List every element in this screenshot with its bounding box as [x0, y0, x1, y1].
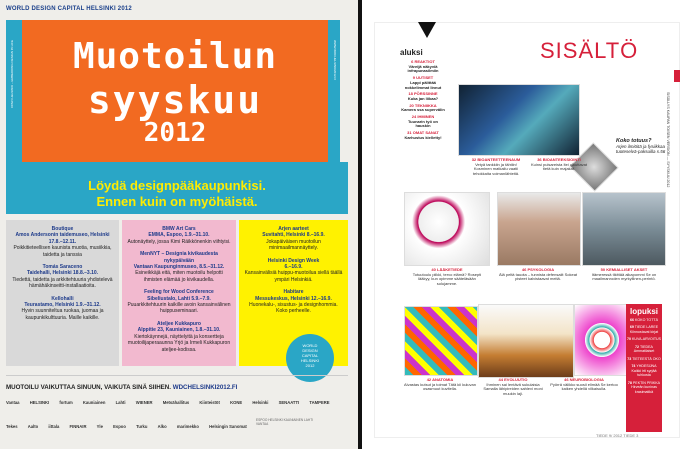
caption-label: ANATOMIA: [432, 377, 454, 382]
side-text-right: WWW.WDCHELSINKI2012.FI: [333, 40, 337, 81]
caption-text: Pyörrä välikko suosii elimää Se kertoo kaiken yhdellä vilkaisulla.: [550, 381, 618, 392]
event-title: Arjen aarteet: [278, 226, 309, 232]
sponsor-logo: Helsinki: [252, 400, 269, 405]
event-subtitle: Vantaan Kaupunginmuseo, 8.5.–31.12.: [133, 264, 225, 271]
slogan-line-1: Löydä designpääkaupunkisi.: [88, 178, 266, 193]
aluksi-num: 6: [411, 59, 414, 64]
event-text: Tiedettä, taidetta ja arkkitehtuuria yhdistelevä hämähäkinseitti-installaatioita.: [12, 276, 113, 290]
caption-label: KEMIALLISET AKSET: [606, 267, 648, 272]
lopuksi-label: KUVA-ARVOITUS: [631, 337, 662, 341]
lopuksi-item[interactable]: [626, 357, 662, 362]
footer-divider: [6, 375, 348, 376]
teal-side-band-left: [6, 20, 22, 162]
article-caption[interactable]: [466, 158, 526, 177]
event-entry: [10, 226, 115, 258]
event-entry: [10, 296, 115, 322]
article-image-antelope[interactable]: [478, 304, 574, 378]
event-entry: [126, 289, 232, 315]
aluksi-item[interactable]: [400, 131, 446, 140]
lopuksi-num: 66: [629, 317, 634, 322]
lopuksi-label: TIETEESTÄ OKO: [632, 356, 661, 361]
sponsor-logo: HELSINKI: [29, 400, 50, 405]
lopuksi-text: Ammatilaiset: [633, 349, 655, 353]
sponsor-logo: TAMPERE: [309, 400, 330, 405]
event-subtitle: Amos Andersonin taidemuseo, Helsinki 17.8.–12.11.: [15, 232, 110, 245]
event-title: Kellohalli: [51, 295, 74, 302]
caption-num: 46: [564, 377, 569, 382]
sponsor-logo: Alko: [157, 424, 167, 429]
slogan-line-2: Ennen kuin on myöhäistä.: [96, 194, 258, 209]
event-title: Feeling for Wood Conference: [144, 289, 214, 296]
event-subtitle: Alppitie 23, Kauniainen, 1.8.–31.10.: [137, 327, 221, 334]
lopuksi-num: 78: [627, 380, 632, 385]
aluksi-num: 20: [409, 102, 414, 108]
caption-text: Ihminen sai lentävä sukulaisia Samalla lähipireiden sahlevi moni muukin laji.: [483, 381, 543, 397]
event-title: BMW Art Cars: [162, 226, 196, 232]
aluksi-text: Lappi pälittää nokkelimmat linnut: [404, 79, 442, 90]
event-text: Esineikkäjä eitä, miten muotoilu helpotti ihmisten elämää jo kivikaudella.: [135, 270, 223, 283]
caption-num: 42: [426, 377, 432, 382]
lopuksi-item[interactable]: [626, 337, 662, 342]
aluksi-num: 24: [411, 114, 417, 120]
lopuksi-item[interactable]: [626, 318, 662, 323]
side-text-left: OPEN HELSINKI – EMBEDDING DESIGN IN LIFE: [10, 40, 14, 108]
caption-num: 40: [431, 267, 436, 272]
aluksi-list: [400, 60, 446, 143]
caption-num: 32: [471, 157, 477, 162]
event-title: Ateljee Kukkapuro: [157, 320, 201, 327]
article-caption[interactable]: [530, 158, 588, 172]
sponsor-logo: KONE: [230, 400, 243, 405]
article-caption[interactable]: [410, 268, 484, 287]
sponsor-logo: Vantaa: [6, 400, 20, 405]
title-line-1: Muotoilun: [72, 36, 278, 77]
sponsor-logo: Helsingin Sanomat: [209, 424, 247, 429]
aluksi-item[interactable]: [400, 76, 446, 90]
caption-text: Kuinsi pulsareista Itei ulkuttavat tietä kuin majakat.: [530, 161, 588, 172]
article-image-sea[interactable]: [582, 192, 666, 266]
contents-title: SISÄLTÖ: [540, 38, 639, 63]
lopuksi-box: [626, 304, 662, 432]
event-subtitle: Teurastamo, Helsinki 1.9.–31.12.: [24, 302, 101, 309]
aluksi-text: Tuunarin työ on hauskin: [408, 118, 438, 129]
footer-tagline: [6, 384, 237, 391]
event-title: Helsinki Design Week: [267, 257, 320, 264]
lopuksi-label: YHDESIJNA: [636, 364, 657, 368]
caption-text: Vetyä tankkiin ja tähtiin! Kosminen matkailu vaatii tehokkaita voimanlähteitä.: [472, 161, 520, 177]
aluksi-label: REAKTIOT: [414, 59, 435, 64]
event-title: MenNYT – Designia kivikaudesta nykypäivään: [140, 251, 218, 264]
article-image-neurons[interactable]: [404, 192, 490, 266]
caption-label: LÄÄKETIEDE: [437, 267, 463, 272]
credit-text: ESPOO HELSINKI KAUNIAINEN LAHTI VANTAA: [256, 418, 314, 426]
aluksi-text: Väreijä näkyviä infrapunasilmiin: [407, 63, 439, 74]
caption-num: 44: [498, 377, 503, 382]
sponsor-logo: Aalto: [27, 424, 39, 429]
red-tab-marker: [674, 70, 680, 82]
event-entry: [126, 321, 232, 353]
caption-text: Alvastas kutsut ja toimat Tätä kii kuluvan osasmuut kuvitella.: [404, 381, 476, 392]
event-subtitle: Suvitahti, Helsinki 8.–16.9.: [262, 232, 325, 239]
article-caption[interactable]: [498, 268, 578, 282]
caption-text: Itämeressä tikittää aikapommi Se on maailmanroden myrkyllinen-perintö.: [591, 271, 657, 282]
vertical-issue-text: SISÄLLYS KAUPAN TOISEN VERSION — SYYSKUU 2012: [666, 92, 670, 188]
sponsor-logo: WIENER: [135, 400, 153, 405]
event-subtitle: Sibeliustalo, Lahti 5.9.–7.9.: [147, 295, 211, 302]
lopuksi-heading: lopuksi: [629, 307, 658, 316]
event-text: Hyvin suunniteltua ruokaa, juomaa ja kaupunkikulttuuria. Maille kaikille.: [21, 308, 104, 321]
event-subtitle: Messukeskus, Helsinki 12.–16.9.: [255, 295, 332, 302]
event-subtitle: 6.–16.9.: [284, 264, 303, 271]
event-title: Boutique: [51, 226, 74, 232]
event-entry: [126, 251, 232, 283]
seal-line: HELSINKI: [300, 358, 320, 363]
caption-text: Älä peltä tauota – tunnista defensaiit Sokeat pisteet kalvistaavat meitä.: [498, 271, 578, 282]
koko-text: Arjen ilmiöitä ja fysiikkaa tuoteselvä-paksuilla s.56: [616, 144, 666, 154]
event-entry: [10, 264, 115, 290]
sponsor-logo: Kauniainen: [82, 400, 106, 405]
article-image-man[interactable]: [497, 192, 581, 266]
sponsor-logo: marimekko: [176, 424, 199, 429]
footer-url[interactable]: WDCHELSINKI2012.FI: [172, 384, 238, 391]
event-text: Jokapäiväisen muotoilun minimaailmannäyttely.: [266, 238, 321, 252]
article-caption[interactable]: [404, 378, 476, 392]
aluksi-num: 31: [407, 130, 412, 136]
event-title: Habitare: [283, 289, 304, 296]
aluksi-label: OMAT SANAT: [412, 130, 439, 136]
koko-totuus-teaser[interactable]: [616, 138, 686, 154]
lopuksi-num: 72: [635, 344, 640, 349]
event-text: Kiertokäynnejä, näyttelyitä ja konsertteja muotoilijaperaaunna Yrjö ja Irmeli Kukkapuron ateljee-kodissa.: [127, 333, 231, 353]
lopuksi-label: TIEDEA: [639, 344, 653, 349]
aluksi-item[interactable]: [400, 60, 446, 74]
aluksi-text: Kuka jan liikaa?: [407, 95, 439, 101]
event-column-grey: [6, 220, 119, 366]
lopuksi-num: 73: [627, 356, 632, 361]
lopuksi-text: Kaikki irti syrjää tuhkosta: [631, 368, 657, 377]
caption-label: BIOANTEEKSIOINTI: [542, 157, 581, 162]
aluksi-item[interactable]: [400, 115, 446, 129]
event-text: Poikkitieteellisen kaunista muotia, musiikkia, taidetta ja tanssia: [13, 245, 112, 258]
sponsor-logo: Espoo: [113, 424, 126, 429]
article-caption[interactable]: [584, 268, 664, 282]
article-caption[interactable]: [548, 378, 620, 392]
event-entry: [243, 226, 344, 252]
seal-line: WORLD: [302, 343, 318, 348]
aluksi-text: Kamera ssa supervälin: [401, 107, 445, 113]
lopuksi-item[interactable]: [626, 325, 662, 334]
page-header: WORLD DESIGN CAPITAL HELSINKI 2012: [6, 6, 132, 12]
triangle-marker-icon: [418, 22, 436, 38]
event-subtitle: Taidehalli, Helsinki 18.8.–3.10.: [26, 270, 99, 277]
sponsor-logos-row-2: [6, 424, 256, 429]
koko-title: Koko totuus?: [616, 138, 652, 144]
sponsor-logos-row-1: [6, 400, 339, 405]
caption-label: NEUROBIOLOGIA: [569, 377, 604, 382]
event-text: Autonäyttely, jossa Kimi Räikkönenkin viihtyisi.: [127, 238, 231, 245]
article-image-muscles[interactable]: [404, 306, 478, 376]
seal-line: DESIGN: [302, 348, 318, 353]
lopuksi-label: TIEDE LAREE: [634, 325, 659, 329]
aluksi-num: 9: [412, 75, 415, 81]
aluksi-label: IHMINEN: [417, 114, 435, 120]
footer-text: MUOTOILU VAIKUTTAA SINUUN, VAIKUTA SINÄ SIIHEN.: [6, 384, 171, 391]
event-text: Kansainvälisiä huippu-muotoilua siellä täällä ympäri Helsinkiä.: [244, 270, 343, 283]
lopuksi-label: KOKO TOTTÄ: [634, 317, 659, 322]
lopuksi-num: 74: [631, 364, 636, 368]
aluksi-num: 18: [408, 91, 413, 97]
page-footer: TIEDE 9/ 2012 TIEDE 3: [596, 433, 639, 438]
caption-text: Totuutoulu piikki, tervo elämä? Rosepti lääkyy, kun opimme sääteläsään solujamme.: [412, 271, 482, 287]
sponsor-logo: Tekes: [6, 424, 18, 429]
lopuksi-text: Hirveän kuninas krasimatikä: [631, 385, 657, 394]
sponsor-logo: Turku: [136, 424, 148, 429]
event-entry: [126, 226, 232, 245]
article-image-rocket[interactable]: [458, 84, 580, 156]
event-entry: [243, 289, 344, 315]
seal-line: CAPITAL: [301, 353, 319, 358]
event-title: Tomás Saraceno: [42, 264, 83, 271]
lopuksi-item[interactable]: [626, 364, 662, 378]
caption-num: 50: [600, 267, 606, 272]
sponsor-logo: Yle: [96, 424, 103, 429]
aluksi-item[interactable]: [400, 104, 446, 113]
aluksi-item[interactable]: [400, 92, 446, 101]
lopuksi-num: 70: [626, 337, 631, 341]
caption-num: 46: [521, 267, 527, 272]
lopuksi-item[interactable]: [626, 381, 662, 395]
article-caption[interactable]: [480, 378, 546, 397]
article-image-colorwheel[interactable]: [574, 304, 630, 376]
aluksi-text: Karhustus kielletty!: [404, 134, 442, 140]
lopuksi-num: 69: [629, 325, 634, 329]
event-column-pink: [122, 220, 236, 366]
sponsor-logo: Lahti: [115, 400, 126, 405]
sponsor-logo: fortum: [59, 400, 73, 405]
event-text: Huonekalu-, sisustus- ja designhommia. Koko perheelle.: [249, 302, 338, 315]
aluksi-label: TEKNIIKKA: [414, 102, 437, 108]
seal-line: 2012: [305, 363, 315, 368]
aluksi-heading: aluksi: [400, 48, 423, 57]
event-subtitle: EMMA, Espoo, 1.9.–31.10.: [148, 232, 210, 239]
caption-label: EVOLUUTIO: [504, 377, 528, 382]
sponsor-logo: Kiinteistöt: [199, 400, 220, 405]
sponsor-logo: FINNAIR: [69, 424, 87, 429]
aluksi-label: PÖRSSINNE: [414, 91, 438, 97]
lopuksi-text: Kiinnostavat kirjat: [629, 329, 659, 334]
lopuksi-label: PEKTIN PRIKKA: [632, 380, 661, 385]
aluksi-label: UUTISET: [416, 75, 434, 81]
lopuksi-item[interactable]: [626, 345, 662, 354]
title-line-3: 2012: [143, 118, 207, 148]
event-entry: [243, 258, 344, 284]
event-text: Puuarkkitehtuurin kaikille avoin kansainvälinen huippuseminaari.: [127, 302, 231, 315]
title-line-2: syyskuu: [87, 78, 263, 122]
sponsor-logo: SENAATTI: [278, 400, 300, 405]
sponsor-logo: iittala: [48, 424, 60, 429]
caption-num: 36: [537, 157, 542, 162]
caption-label: PSYKOLOGIA: [527, 267, 555, 272]
caption-label: BIOANTEETTEENAUM: [477, 157, 521, 162]
sponsor-logo: Metsähallitus: [162, 400, 190, 405]
